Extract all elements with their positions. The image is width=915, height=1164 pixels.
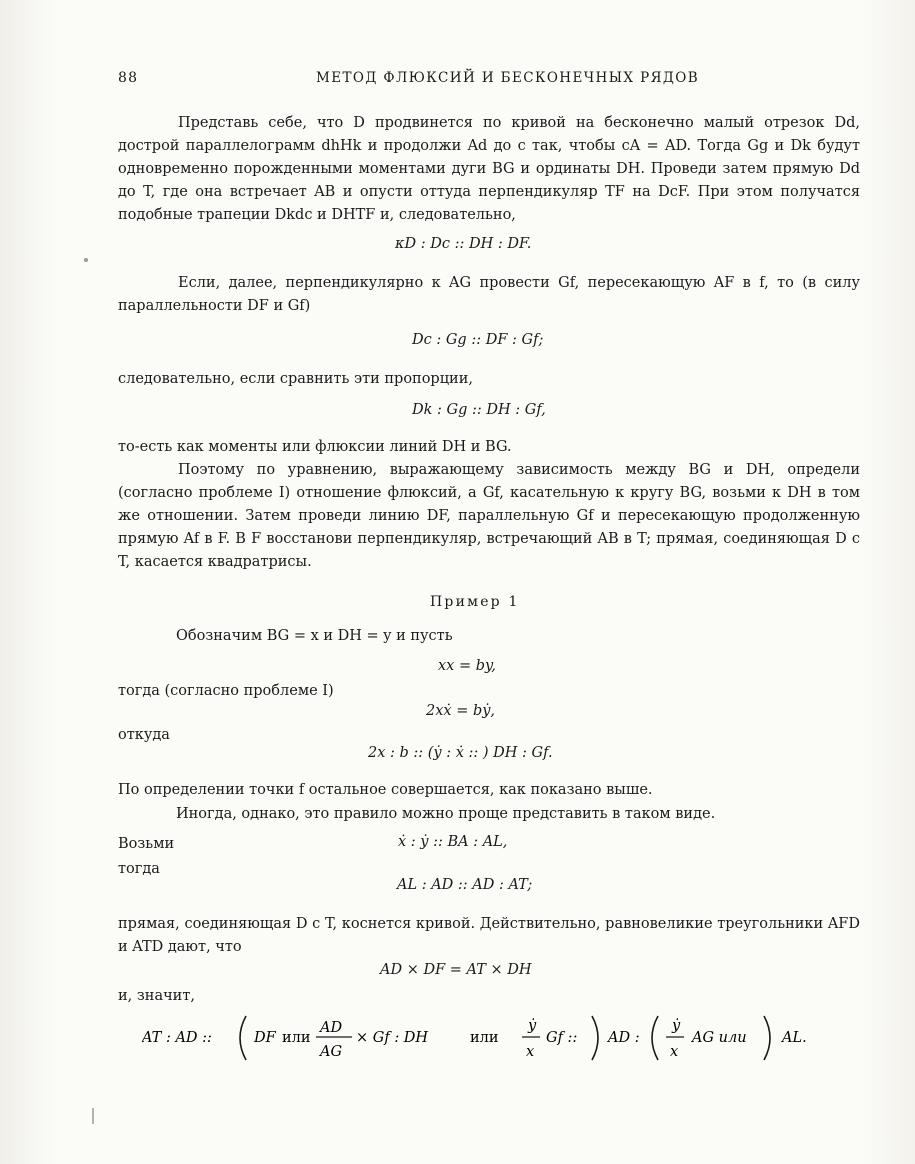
bf-df: DF [254, 1030, 276, 1046]
paragraph-12: тогда [118, 861, 160, 877]
bf-gf-sep: Gf :: [546, 1030, 578, 1046]
bf-frac2-num: ẏ [528, 1018, 537, 1034]
bf-times-gf-dh: × Gf : DH [356, 1030, 429, 1046]
paragraph-10: Иногда, однако, это правило можно проще представить в таком виде. [176, 806, 716, 822]
page-header [118, 64, 855, 94]
bf-frac2-den: x [526, 1044, 535, 1060]
paragraph-1: Представь себе, что D продвинется по кривой на бесконечно малый отрезок Dd, дострой параллелограмм dhHk и продолжи Ad до c так, чтобы cA = AD. Тогда Gg и Dk будут одновременно порожденными моментами дуги BG и ординаты DH. Проведи затем прямую Dd до T, где она встречает AB и опусти оттуда перпендикуляр TF на DcF. При этом получатся подобные трапеции Dkdc и DHTF и, следовательно, [118, 115, 860, 223]
margin-speck [84, 258, 88, 262]
final-proportion-graphic [142, 1002, 862, 1074]
margin-speck-bottom [92, 1108, 94, 1124]
running-title: МЕТОД ФЛЮКСИЙ И БЕСКОНЕЧНЫХ РЯДОВ [316, 70, 700, 86]
bf-left-paren-2 [652, 1016, 658, 1060]
paragraph-4: то-есть как моменты или флюксии линий DH и BG. [118, 439, 512, 455]
paragraph-11: Возьми [118, 836, 175, 852]
paragraph-7: тогда (согласно проблеме I) [118, 683, 334, 699]
proportion-3: Dk : Gg :: DH : Gf, [412, 402, 546, 418]
equation-2: 2xẋ = bẏ, [426, 703, 496, 719]
paragraph-14: и, значит, [118, 988, 195, 1004]
proportion-1: κD : Dc :: DH : DF. [395, 236, 532, 252]
bf-frac3-den: x [670, 1044, 679, 1060]
equation-1: xx = by, [438, 658, 496, 674]
equation-6: AD × DF = AT × DH [380, 962, 532, 978]
proportion-2: Dc : Gg :: DF : Gf; [412, 332, 544, 348]
equation-3: 2x : b :: (ẏ : ẋ :: ) DH : Gf. [368, 745, 553, 761]
final-proportion [142, 1002, 862, 1074]
bf-lhs: AT : AD :: [142, 1030, 212, 1046]
paragraph-13: прямая, соединяющая D с T, коснется кривой. Действительно, равновеликие треугольники AFD и ATD дают, что [118, 916, 860, 955]
page-number: 88 [118, 70, 139, 86]
bf-ili-2: или [470, 1030, 499, 1046]
paragraph-8: откуда [118, 727, 170, 743]
paragraph-6: Обозначим BG = x и DH = y и пусть [176, 628, 453, 644]
bf-frac3-num: ẏ [672, 1018, 681, 1034]
paragraph-3: следовательно, если сравнить эти пропорции, [118, 371, 473, 387]
example-heading: Пример 1 [430, 594, 520, 610]
bf-frac1-num: AD [320, 1020, 343, 1036]
bf-frac1-den: AG [320, 1044, 343, 1060]
bf-ag-ili: AG или [692, 1030, 747, 1046]
bf-left-paren [240, 1016, 246, 1060]
paragraph-9: По определении точки f остальное совершается, как показано выше. [118, 782, 653, 798]
bf-al: AL. [782, 1030, 807, 1046]
equation-5: AL : AD :: AD : AT; [397, 877, 533, 893]
bf-ad-sep: AD : [608, 1030, 640, 1046]
bf-ili-1: или [282, 1030, 311, 1046]
bf-right-paren-2 [764, 1016, 770, 1060]
equation-4: ẋ : ẏ :: BA : AL, [398, 834, 508, 850]
paragraph-2: Если, далее, перпендикулярно к AG провести Gf, пересекающую AF в f, то (в силу параллельности DF и Gf) [118, 275, 860, 314]
bf-right-paren-1 [592, 1016, 598, 1060]
paragraph-5: Поэтому по уравнению, выражающему зависимость между BG и DH, определи (согласно проблеме I) отношение флюксий, а Gf, касательную к кругу BG, возьми к DH в том же отношении. Затем проведи линию DF, параллельную Gf и пересекающую продолженную прямую Af в F. В F восстанови перпендикуляр, встречающий AB в T; прямая, соединяющая D с T, касается квадратрисы. [118, 462, 860, 570]
